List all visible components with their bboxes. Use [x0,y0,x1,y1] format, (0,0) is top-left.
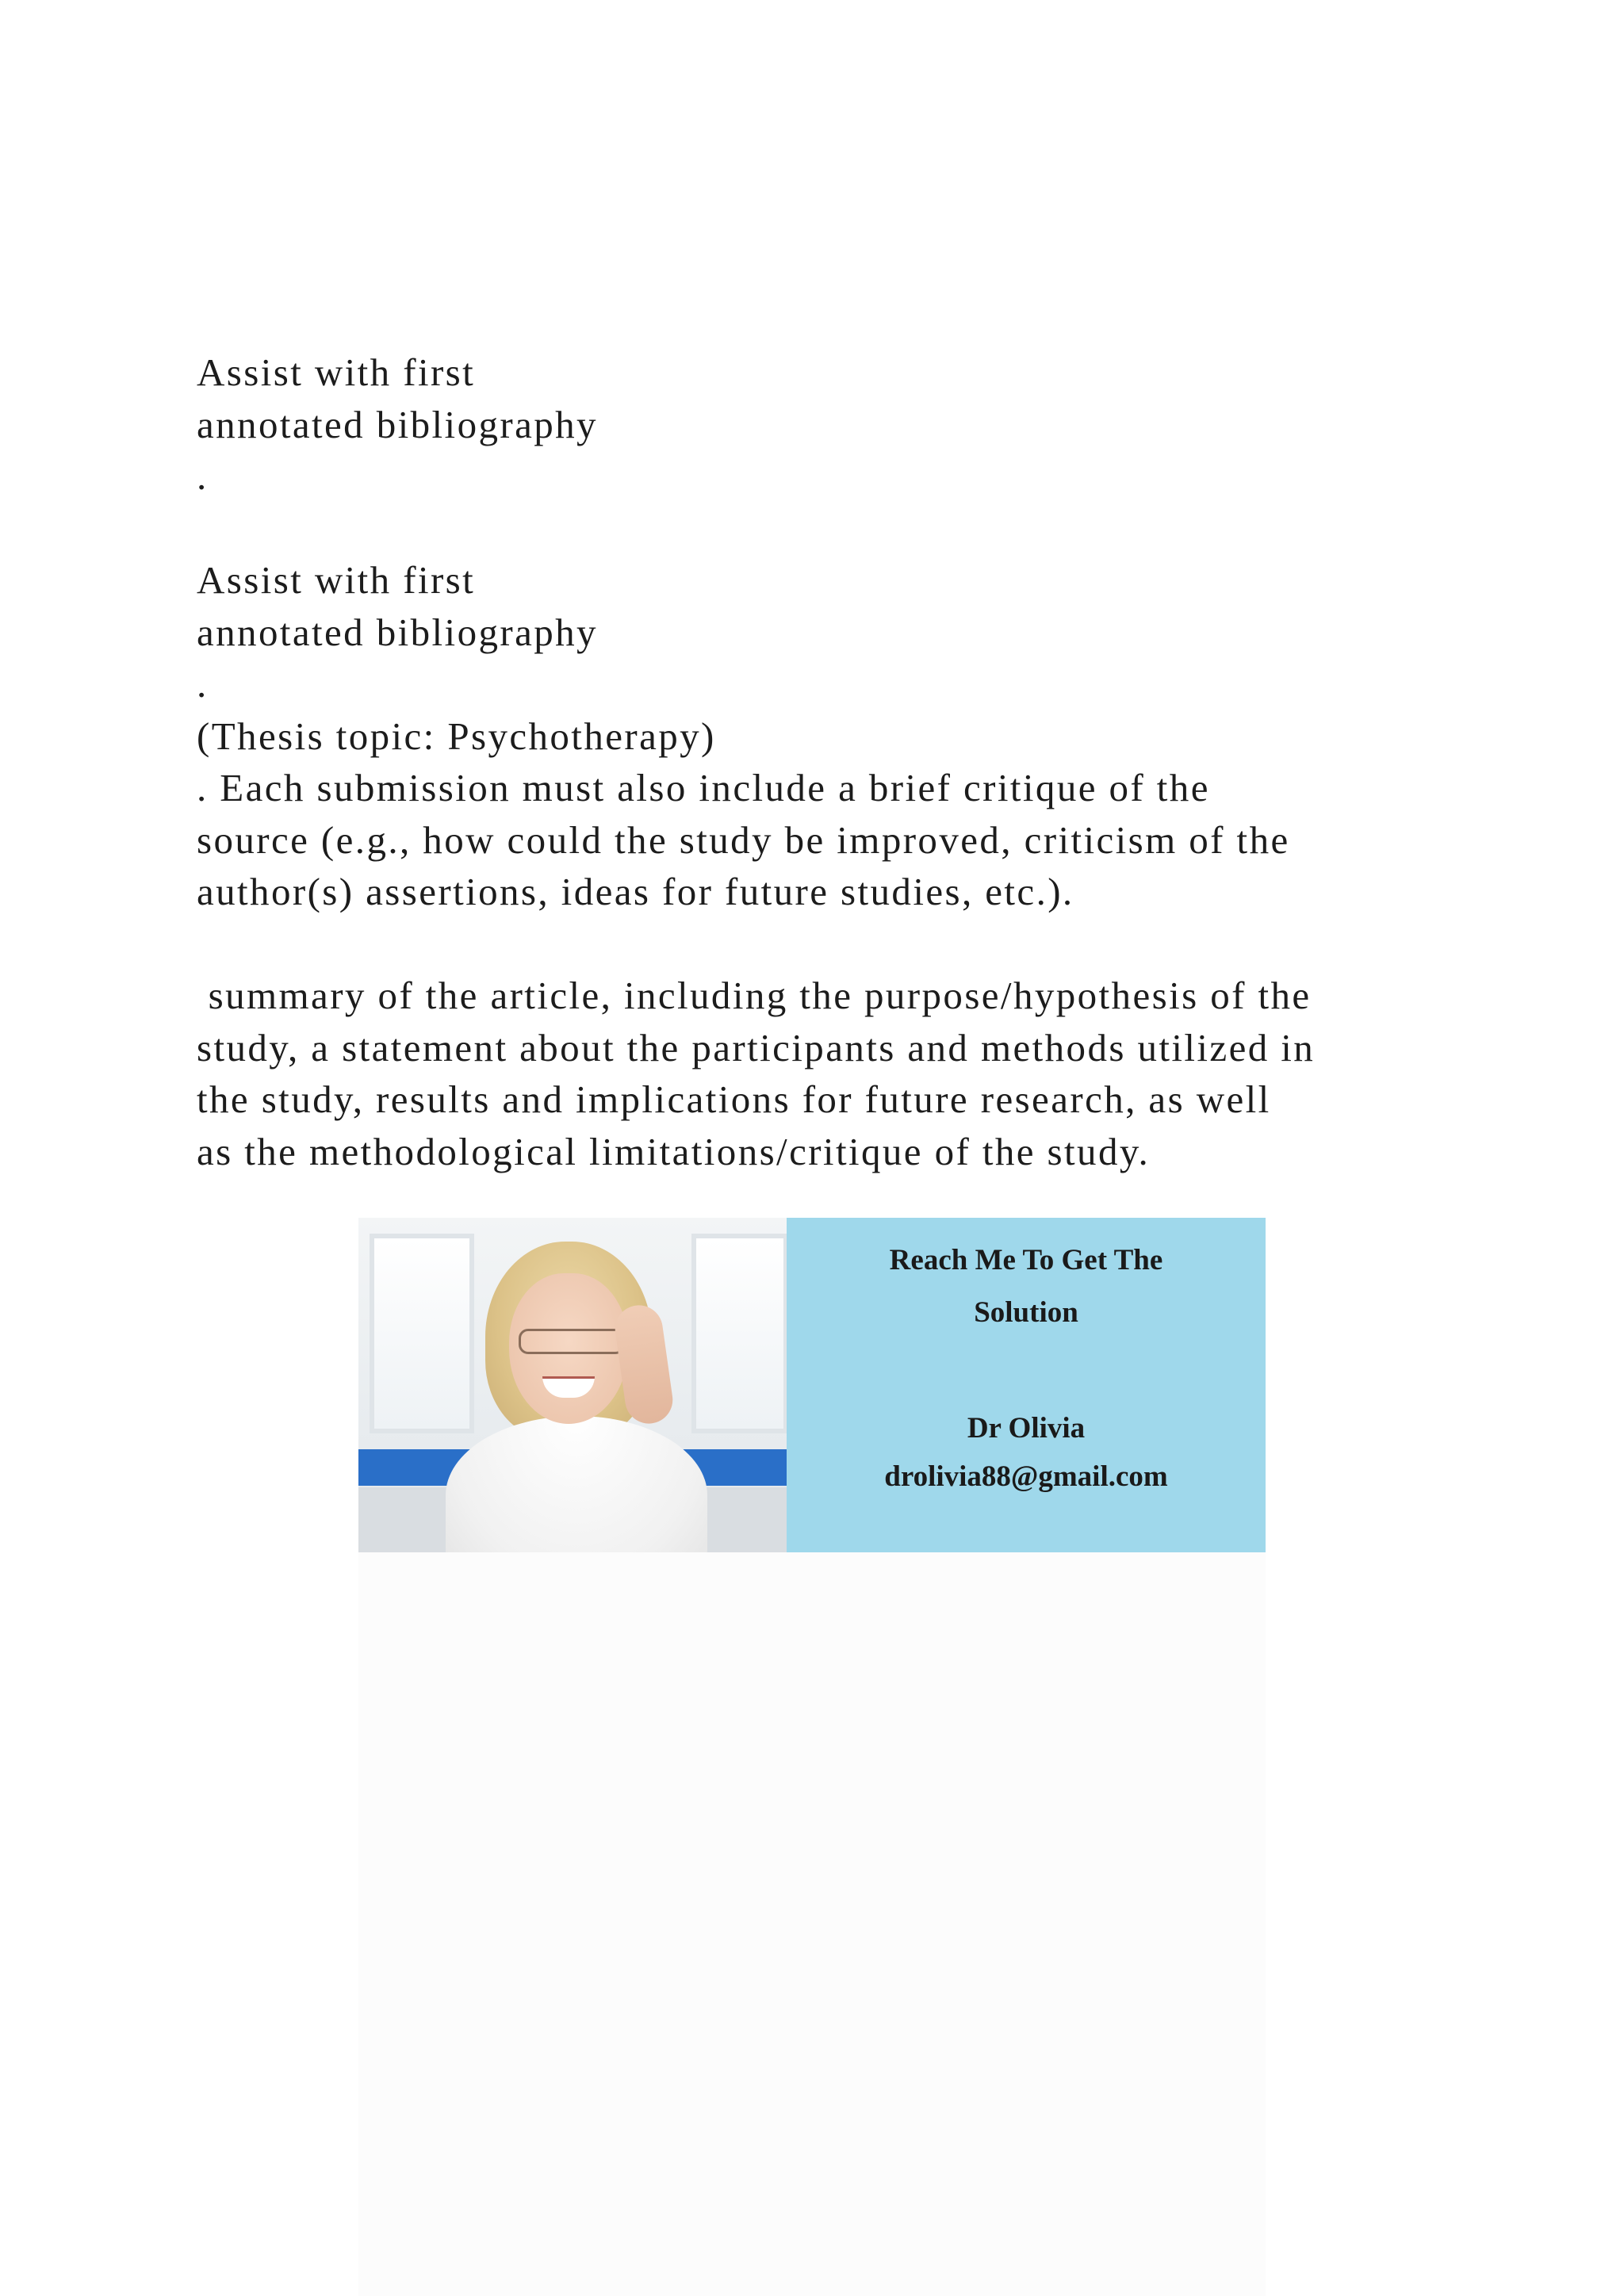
page-shade [358,1552,1266,2296]
text-line: study, a statement about the participants and methods utilized in [197,1025,1316,1070]
text-line: as the methodological limitations/critique of the study. [197,1129,1151,1173]
text-line: Assist with first [197,350,476,394]
text-line: (Thesis topic: Psychotherapy) [197,714,716,758]
contact-name: Dr Olivia [967,1412,1086,1445]
photo-window [691,1234,787,1433]
text-line: annotated bibliography [197,610,598,654]
text-line: . Each submission must also include a brief critique of the [197,766,1210,809]
text-line: author(s) assertions, ideas for future studies, etc.). [197,870,1074,913]
text-line [197,918,1465,970]
woman-photo [358,1218,787,1552]
text-line: . [197,454,209,498]
contact-banner [358,1218,1266,1552]
glasses-icon [519,1329,625,1354]
text-line: annotated bibliography [197,402,598,446]
text-line: source (e.g., how could the study be improved, criticism of the [197,817,1290,862]
text-line: the study, results and implications for future research, as well [197,1077,1271,1121]
photo-blouse [446,1416,707,1552]
contact-email: drolivia88@gmail.com [884,1460,1168,1493]
photo-window [370,1234,474,1433]
contact-panel [787,1218,1266,1552]
text-line: summary of the article, including the purpose/hypothesis of the [197,974,1312,1017]
banner-headline-2: Solution [974,1296,1078,1329]
document-body [197,346,1465,1177]
text-line [197,503,1465,555]
banner-headline: Reach Me To Get The [889,1244,1163,1276]
text-line: . [197,662,209,706]
text-line: Assist with first [197,558,476,602]
